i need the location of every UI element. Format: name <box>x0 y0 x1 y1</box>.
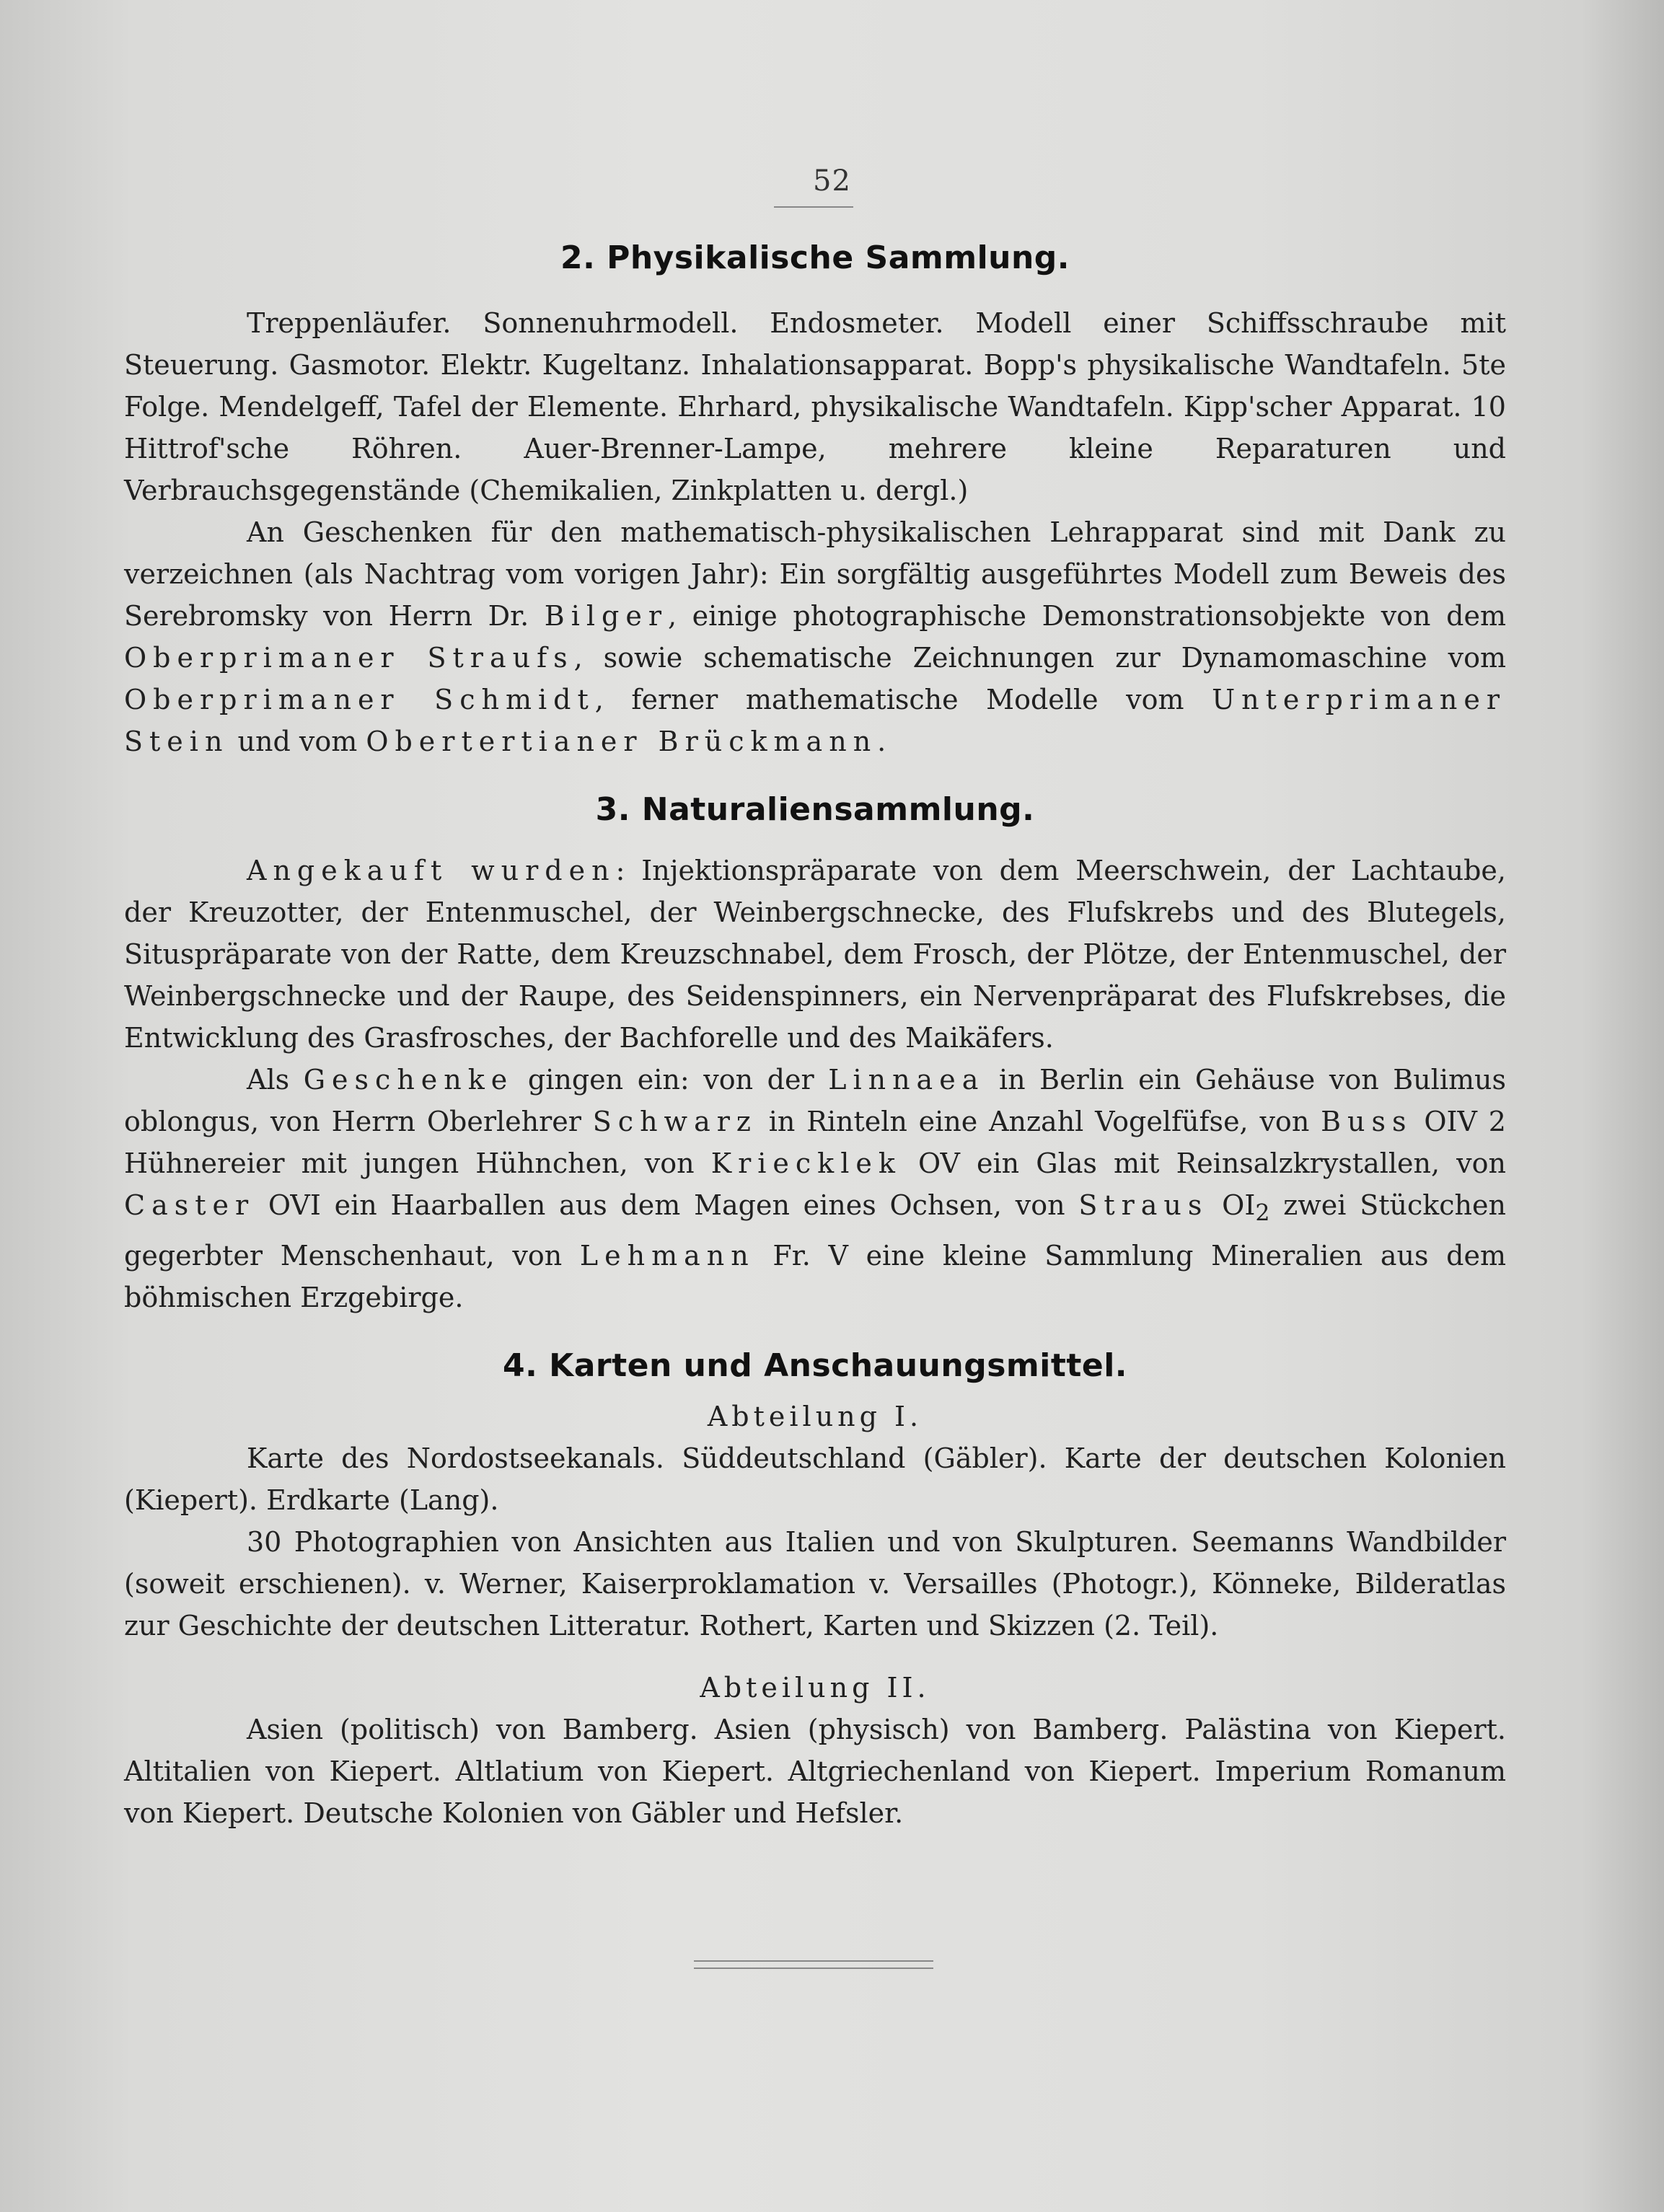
section-naturaliensammlung <box>124 791 1506 1318</box>
spaced-name: Unterprimaner Stein <box>124 684 1506 757</box>
spaced-name: Linnaea <box>828 1064 985 1096</box>
spaced-name: Obertertianer Brückmann <box>366 726 878 757</box>
spaced-name: Oberprimaner Schmidt <box>124 684 595 715</box>
paragraph: 30 Photographien von Ansichten aus Italien und von Skulpturen. Seemanns Wandbilder (soweit erschienen). v. Werner, Kaiserproklamation v. Versailles (Photogr.), Könneke, Bilderatlas zur Geschichte der deutschen Litteratur. Rothert, Karten und Skizzen (2. Teil). <box>124 1525 1506 1642</box>
section-physikalische-sammlung <box>124 239 1506 762</box>
spaced-name: Straus <box>1078 1189 1209 1221</box>
paragraph: Karte des Nordostseekanals. Süddeutschland (Gäbler). Karte der deutschen Kolonien (Kiepert). Erdkarte (Lang). <box>124 1442 1506 1516</box>
page-content <box>124 239 1506 1834</box>
section-heading: 2. Physikalische Sammlung. <box>560 239 1070 276</box>
paragraph: Angekauft wurden: Injektionspräparate von dem Meerschwein, der Lachtaube, der Kreuzotter, der Entenmuschel, der Weinbergschnecke, des Flufskrebs und des Blutegels, Situspräparate von der Ratte, dem Kreuzschnabel, dem Frosch, der Plötze, der Entenmuschel, der Weinbergschnecke und der Raupe, des Seidenspinners, ein Nervenpräparat des Flufskrebses, die Entwicklung des Grasfrosches, der Bachforelle und des Maikäfers. <box>124 855 1506 1054</box>
paragraph: Asien (politisch) von Bamberg. Asien (physisch) von Bamberg. Palästina von Kiepert. Altitalien von Kiepert. Altlatium von Kiepert. Altgriechenland von Kiepert. Imperium Romanum von Kiepert. Deutsche Kolonien von Gäbler und Hefsler. <box>124 1713 1506 1829</box>
paragraph: An Geschenken für den mathematisch-physikalischen Lehrapparat sind mit Dank zu verzeichnen (als Nachtrag vom vorigen Jahr): Ein sorgfältig ausgeführtes Modell zum Beweis des Serebromsky von Herrn Dr. Bilger, einige photographische Demonstrationsobjekte von dem Oberprimaner Straufs, sowie schematische Zeichnungen zur Dynamomaschine vom Oberprimaner Schmidt, ferner mathematische Modelle vom Unterprimaner Stein und vom Obertertianer Brückmann. <box>124 516 1506 757</box>
page-number: 52 <box>813 164 851 198</box>
section-karten-und-anschauungsmittel <box>124 1347 1506 1834</box>
section-heading: 4. Karten und Anschauungsmittel. <box>502 1347 1128 1384</box>
spaced-phrase: Angekauft wurden <box>247 855 616 886</box>
subsection-title: Abteilung II. <box>700 1671 930 1704</box>
spaced-name: Buss <box>1321 1106 1413 1137</box>
paragraph: Als Geschenke gingen ein: von der Linnaea in Berlin ein Gehäuse von Bulimus oblongus, von Herrn Oberlehrer Schwarz in Rinteln eine Anzahl Vogelfüfse, von Buss OIV 2 Hühnereier mit jungen Hühnchen, von Kriecklek OV ein Glas mit Reinsalzkrystallen, von Caster OVI ein Haarballen aus dem Magen eines Ochsen, von Straus $OI_2$ zwei Stückchen gegerbter Menschenhaut, von Lehmann Fr. V eine kleine Sammlung Mineralien aus dem böhmischen Erzgebirge. <box>124 1064 1506 1313</box>
spaced-phrase: Geschenke <box>303 1064 514 1096</box>
spaced-name: Schwarz <box>592 1106 757 1137</box>
spaced-name: Kriecklek <box>710 1147 902 1179</box>
paragraph: Treppenläufer. Sonnenuhrmodell. Endosmeter. Modell einer Schiffsschraube mit Steuerung. Gasmotor. Elektr. Kugeltanz. Inhalationsapparat. Bopp's physikalische Wandtafeln. 5te Folge. Mendelgeff, Tafel der Elemente. Ehrhard, physikalische Wandtafeln. Kipp'scher Apparat. 10 Hittrof'sche Röhren. Auer-Brenner-Lampe, mehrere kleine Reparaturen und Verbrauchsgegenstände (Chemikalien, Zinkplatten u. dergl.) <box>124 307 1506 506</box>
spaced-name: Bilger <box>544 600 668 632</box>
page-number-rule <box>774 206 853 208</box>
subsection-title: Abteilung I. <box>707 1400 923 1432</box>
end-rule <box>694 1960 933 1969</box>
spaced-name: Caster <box>124 1189 255 1221</box>
spaced-name: Lehmann <box>579 1239 755 1272</box>
spaced-name: Oberprimaner Straufs <box>124 642 574 674</box>
section-heading: 3. Naturaliensammlung. <box>595 791 1035 828</box>
